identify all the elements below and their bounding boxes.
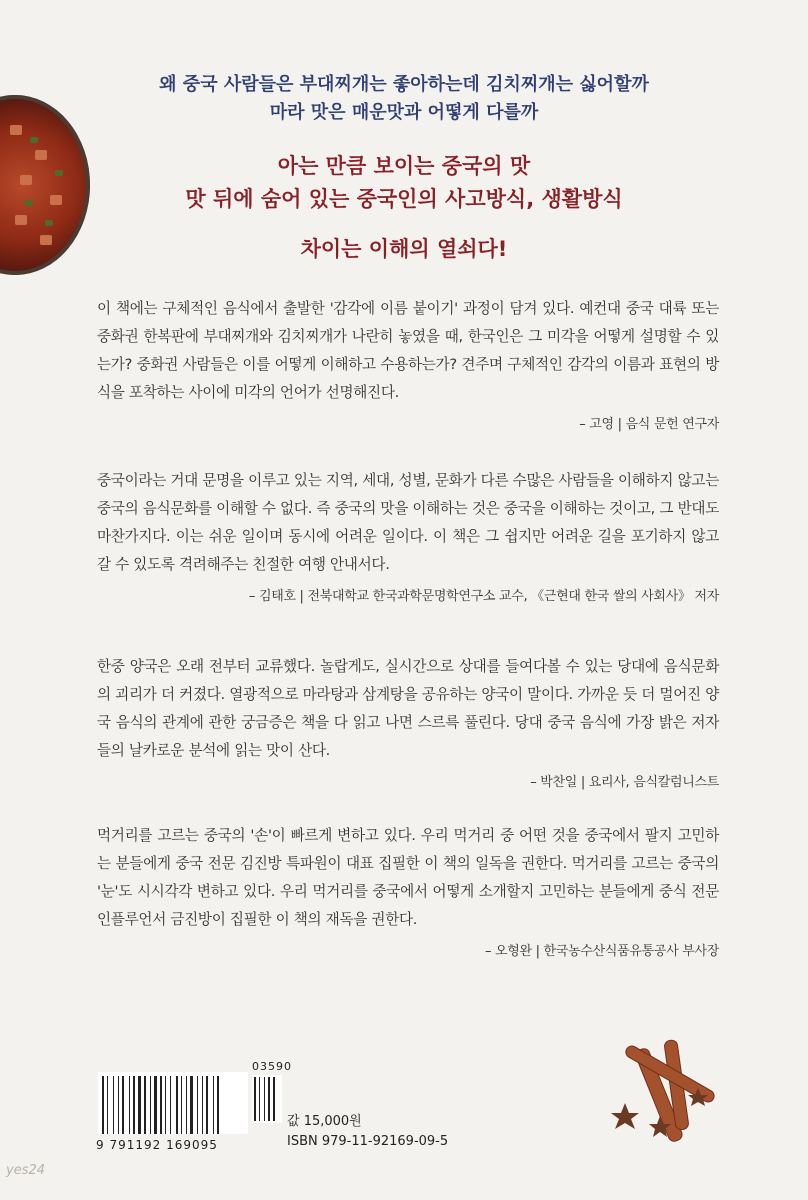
- barcode-bar: [102, 1076, 104, 1134]
- barcode-bar: [194, 1076, 196, 1134]
- addon-bar: [254, 1077, 256, 1121]
- barcode-bar: [183, 1076, 185, 1134]
- barcode-bar: [125, 1076, 128, 1134]
- barcode-bar: [120, 1076, 121, 1134]
- barcode-bar: [131, 1076, 132, 1134]
- barcode-bar: [209, 1076, 212, 1134]
- headline-line-3: 차이는 이해의 열쇠다!: [300, 237, 508, 261]
- barcode-bar: [163, 1076, 164, 1134]
- barcode-bar: [165, 1076, 166, 1134]
- tagline-line-2: 마라 맛은 매운맛과 어떻게 다를까: [269, 102, 539, 123]
- review-4: [97, 822, 719, 959]
- barcode-bar: [115, 1076, 117, 1134]
- barcode-bar: [206, 1076, 208, 1134]
- barcode-bar: [213, 1076, 214, 1134]
- barcode-number: 9 791192 169095: [96, 1138, 218, 1152]
- addon-bar: [259, 1077, 260, 1121]
- barcode-bar: [181, 1076, 182, 1134]
- review-credit: – 박찬일 | 요리사, 음식칼럼니스트: [530, 775, 719, 790]
- barcode-bar: [204, 1076, 205, 1134]
- barcode-bar: [179, 1076, 180, 1134]
- isbn-barcode: [98, 1072, 248, 1134]
- yes24-watermark: yes24: [6, 1163, 46, 1178]
- review-credit: – 김태호 | 전북대학교 한국과학문명학연구소 교수, 《근현대 한국 쌀의 사회사》 저자: [248, 589, 719, 604]
- barcode-bar: [142, 1076, 143, 1134]
- barcode-bar: [154, 1076, 157, 1134]
- addon-code: 03590: [252, 1060, 292, 1073]
- addon-bar: [264, 1077, 265, 1121]
- barcode-bar: [199, 1076, 201, 1134]
- tagline-line-1: 왜 중국 사람들은 부대찌개는 좋아하는데 김치찌개는 싫어할까: [159, 74, 649, 95]
- barcode-bar: [188, 1076, 189, 1134]
- barcode-bar: [122, 1076, 124, 1134]
- barcode-bar: [105, 1076, 106, 1134]
- barcode-bar: [158, 1076, 159, 1134]
- barcode-bar: [129, 1076, 130, 1134]
- review-credit: – 오형완 | 한국농수산식품유통공사 부사장: [485, 944, 719, 959]
- barcode-bar: [190, 1076, 193, 1134]
- review-1: [97, 295, 719, 432]
- barcode-bar: [186, 1076, 187, 1134]
- review-text: 중국이라는 거대 문명을 이루고 있는 지역, 세대, 성별, 문화가 다른 수많은 사람들을 이해하지 않고는 중국의 음식문화를 이해할 수 없다. 즉 중국의 맛을 이해하는 것은 중국을 이해하는 것이고, 그 반대도 마찬가지다. 이는 쉬운 일이며 동시에 어려운 일이다. 이 책은 그 쉽지만 어려운 길을 포기하지 않고 갈 수 있도록 격려해주는 친절한 여행 안내서다.: [97, 472, 719, 573]
- barcode-bar: [136, 1076, 137, 1134]
- barcode-bar: [144, 1076, 146, 1134]
- barcode-bar: [133, 1076, 135, 1134]
- barcode-bar: [172, 1076, 175, 1134]
- barcode-bar: [170, 1076, 171, 1134]
- barcode-bar: [107, 1076, 108, 1134]
- headline-line-1: 아는 만큼 보이는 중국의 맛: [277, 154, 531, 178]
- headline-line-2: 맛 뒤에 숨어 있는 중국인의 사고방식, 생활방식: [185, 187, 623, 211]
- barcode-bar: [118, 1076, 119, 1134]
- review-3: [97, 653, 719, 790]
- addon-bar: [257, 1077, 258, 1121]
- addon-bar: [266, 1077, 267, 1121]
- addon-bar: [276, 1077, 277, 1121]
- barcode-bar: [147, 1076, 149, 1134]
- review-text: 먹거리를 고르는 중국의 '손'이 빠르게 변하고 있다. 우리 먹거리 중 어떤 것을 중국에서 팔지 고민하는 분들에게 중국 전문 김진방 특파원이 대표 집필한 이 책의 일독을 권한다. 먹거리를 고르는 중국의 '눈'도 시시각각 변하고 있다. 우리 먹거리를 중국에서 어떻게 소개할지 고민하는 분들에게 중식 전문 인플루언서 금진방이 집필한 이 책의 재독을 권한다.: [97, 827, 719, 928]
- barcode-bar: [215, 1076, 216, 1134]
- barcode-bar: [152, 1076, 153, 1134]
- barcode-bar: [150, 1076, 151, 1134]
- barcode-bar: [113, 1076, 114, 1134]
- addon-bar: [268, 1077, 270, 1121]
- review-credit: – 고영 | 음식 문헌 연구자: [579, 417, 719, 432]
- barcode-bar: [176, 1076, 178, 1134]
- review-2: [97, 467, 719, 604]
- addon-bar: [271, 1077, 272, 1121]
- barcode-bar: [160, 1076, 162, 1134]
- cinnamon-star-anise-image: [590, 1028, 730, 1148]
- isbn: ISBN 979-11-92169-09-5: [287, 1134, 449, 1149]
- barcode-bar: [138, 1076, 141, 1134]
- barcode-bar: [109, 1076, 112, 1134]
- addon-bar: [261, 1077, 263, 1121]
- barcode-bar: [202, 1076, 203, 1134]
- review-text: 이 책에는 구체적인 음식에서 출발한 '감각에 이름 붙이기' 과정이 담겨 있다. 예컨대 중국 대륙 또는 중화권 한복판에 부대찌개와 김치찌개가 나란히 놓였을 때, 한국인은 그 미각을 어떻게 설명할 수 있는가? 중화권 사람들은 이를 어떻게 이해하고 수용하는가? 견주며 구체적인 감각의 이름과 표현의 방식을 포착하는 사이에 미각의 언어가 선명해진다.: [97, 300, 719, 401]
- review-text: 한중 양국은 오래 전부터 교류했다. 놀랍게도, 실시간으로 상대를 들여다볼 수 있는 당대에 음식문화의 괴리가 더 커졌다. 열광적으로 마라탕과 삼계탕을 공유하는 양국이 말이다. 가까운 듯 더 멀어진 양국 음식의 관계에 관한 궁금증은 책을 다 읽고 나면 스르륵 풀린다. 당대 중국 음식에 가장 밝은 저자들의 날카로운 분석에 읽는 맛이 산다.: [97, 658, 719, 759]
- barcode-bar: [167, 1076, 169, 1134]
- barcode-bar: [197, 1076, 198, 1134]
- addon-barcode: [252, 1075, 282, 1123]
- addon-bar: [273, 1077, 275, 1121]
- price: 값 15,000원: [287, 1114, 362, 1129]
- barcode-bar: [217, 1076, 219, 1134]
